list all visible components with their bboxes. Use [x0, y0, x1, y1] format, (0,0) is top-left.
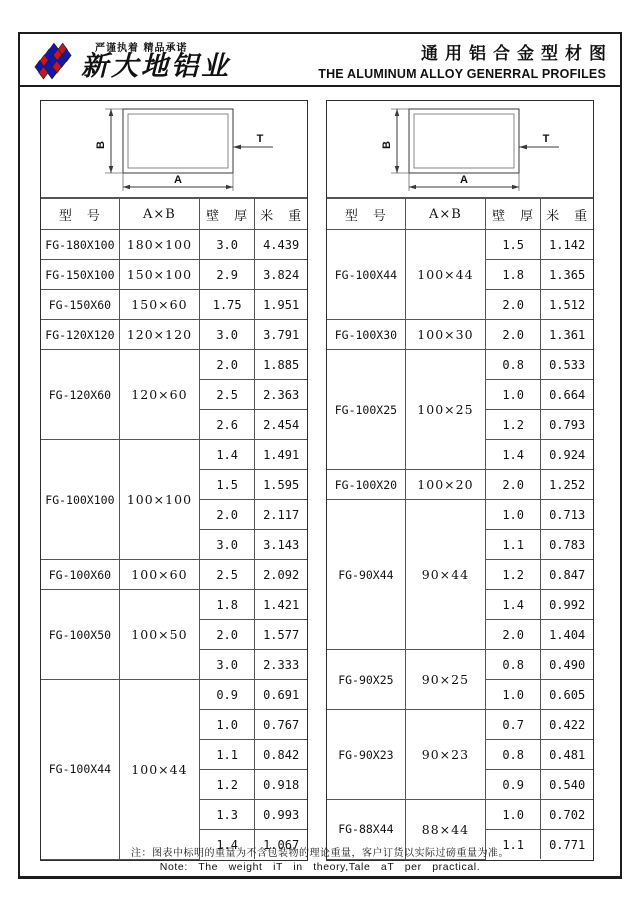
thickness-cell: 0.8 [486, 740, 541, 770]
brand-block [30, 36, 231, 84]
size-cell: 100×25 [405, 350, 485, 470]
table-row [41, 680, 307, 710]
model-cell: FG-100X30 [327, 320, 405, 350]
size-cell: 90×25 [405, 650, 485, 710]
thickness-cell: 2.5 [200, 560, 255, 590]
weight-cell: 0.691 [255, 680, 307, 710]
size-cell: 88×44 [405, 800, 485, 860]
thickness-cell: 1.1 [486, 830, 541, 860]
thickness-cell: 2.0 [200, 500, 255, 530]
column-header: A×B [119, 199, 199, 230]
weight-cell: 0.993 [255, 800, 307, 830]
column-header: 壁 厚 [200, 199, 255, 230]
weight-cell: 0.992 [541, 590, 593, 620]
weight-cell: 1.421 [255, 590, 307, 620]
spec-panel-left [40, 100, 308, 861]
page-title-chinese: 通用铝合金型材图 [421, 43, 613, 64]
thickness-cell: 1.5 [200, 470, 255, 500]
thickness-cell: 2.5 [200, 380, 255, 410]
company-logo-icon [30, 42, 78, 84]
company-name: 新大地铝业 [81, 50, 231, 82]
size-cell: 100×44 [119, 680, 199, 860]
profile-diagram [327, 101, 593, 198]
thickness-cell: 1.8 [486, 260, 541, 290]
column-header: A×B [405, 199, 485, 230]
weight-cell: 0.771 [541, 830, 593, 860]
thickness-cell: 1.4 [486, 590, 541, 620]
weight-cell: 1.885 [255, 350, 307, 380]
size-cell: 90×44 [405, 500, 485, 650]
thickness-cell: 1.2 [200, 770, 255, 800]
thickness-cell: 3.0 [200, 650, 255, 680]
model-cell: FG-90X44 [327, 500, 405, 650]
weight-cell: 2.092 [255, 560, 307, 590]
column-header: 米 重 [541, 199, 593, 230]
table-row [41, 440, 307, 470]
weight-cell: 0.540 [541, 770, 593, 800]
footer-note-english: Note: The weight iT in theory,Tale aT per practical. [159, 861, 481, 873]
weight-cell: 4.439 [255, 230, 307, 260]
thickness-cell: 1.5 [486, 230, 541, 260]
company-slogan: 严谨执着 精品承诺 [95, 42, 188, 54]
weight-cell: 1.252 [541, 470, 593, 500]
thickness-cell: 3.0 [200, 530, 255, 560]
thickness-cell: 2.9 [200, 260, 255, 290]
weight-cell: 2.454 [255, 410, 307, 440]
thickness-cell: 2.0 [200, 350, 255, 380]
weight-cell: 0.713 [541, 500, 593, 530]
table-row [41, 320, 307, 350]
size-cell: 100×30 [405, 320, 485, 350]
size-cell: 100×60 [119, 560, 199, 590]
weight-cell: 1.491 [255, 440, 307, 470]
thickness-cell: 1.75 [200, 290, 255, 320]
thickness-cell: 1.0 [486, 800, 541, 830]
model-cell: FG-100X44 [327, 230, 405, 320]
table-row [41, 560, 307, 590]
weight-cell: 0.924 [541, 440, 593, 470]
table-row [327, 230, 593, 260]
weight-cell: 2.363 [255, 380, 307, 410]
footer-note [20, 844, 620, 873]
weight-cell: 3.824 [255, 260, 307, 290]
column-header: 米 重 [255, 199, 307, 230]
model-cell: FG-120X120 [41, 320, 119, 350]
dimension-label-t: T [542, 133, 550, 145]
thickness-cell: 1.4 [486, 440, 541, 470]
table-header-row [327, 199, 593, 230]
weight-cell: 1.067 [255, 830, 307, 860]
thickness-cell: 2.0 [486, 290, 541, 320]
thickness-cell: 1.2 [486, 410, 541, 440]
weight-cell: 0.664 [541, 380, 593, 410]
weight-cell: 0.783 [541, 530, 593, 560]
weight-cell: 1.365 [541, 260, 593, 290]
size-cell: 180×100 [119, 230, 199, 260]
thickness-cell: 2.0 [486, 620, 541, 650]
spec-table-left [41, 198, 307, 860]
thickness-cell: 2.6 [200, 410, 255, 440]
table-row [41, 260, 307, 290]
model-cell: FG-120X60 [41, 350, 119, 440]
model-cell: FG-90X25 [327, 650, 405, 710]
weight-cell: 0.533 [541, 350, 593, 380]
thickness-cell: 2.0 [486, 470, 541, 500]
weight-cell: 1.577 [255, 620, 307, 650]
table-row [327, 800, 593, 830]
thickness-cell: 1.4 [200, 830, 255, 860]
thickness-cell: 3.0 [200, 230, 255, 260]
weight-cell: 1.404 [541, 620, 593, 650]
table-row [327, 650, 593, 680]
thickness-cell: 1.0 [486, 500, 541, 530]
dimension-label-b: B [95, 141, 107, 149]
model-cell: FG-100X44 [41, 680, 119, 860]
profile-diagram [41, 101, 307, 198]
thickness-cell: 1.0 [486, 680, 541, 710]
table-row [41, 230, 307, 260]
weight-cell: 2.117 [255, 500, 307, 530]
column-header: 壁 厚 [486, 199, 541, 230]
thickness-cell: 0.9 [200, 680, 255, 710]
thickness-cell: 1.2 [486, 560, 541, 590]
weight-cell: 0.918 [255, 770, 307, 800]
weight-cell: 0.422 [541, 710, 593, 740]
model-cell: FG-88X44 [327, 800, 405, 860]
weight-cell: 1.361 [541, 320, 593, 350]
size-cell: 100×20 [405, 470, 485, 500]
thickness-cell: 0.8 [486, 350, 541, 380]
size-cell: 100×100 [119, 440, 199, 560]
weight-cell: 1.142 [541, 230, 593, 260]
weight-cell: 1.595 [255, 470, 307, 500]
dimension-label-a: A [460, 174, 468, 186]
thickness-cell: 1.4 [200, 440, 255, 470]
size-cell: 150×100 [119, 260, 199, 290]
footer-note-chinese: 注：图表中标明的重量为不含包装物的理论重量，客户订货以实际过磅重量为准。 [131, 848, 509, 859]
weight-cell: 0.702 [541, 800, 593, 830]
table-row [41, 590, 307, 620]
spec-table-right [327, 198, 593, 860]
thickness-cell: 0.8 [486, 650, 541, 680]
tube-cross-section-diagram [327, 101, 592, 197]
model-cell: FG-180X100 [41, 230, 119, 260]
thickness-cell: 0.7 [486, 710, 541, 740]
thickness-cell: 1.3 [200, 800, 255, 830]
size-cell: 100×50 [119, 590, 199, 680]
table-header-row [41, 199, 307, 230]
thickness-cell: 1.8 [200, 590, 255, 620]
thickness-cell: 1.1 [486, 530, 541, 560]
dimension-label-b: B [381, 141, 393, 149]
weight-cell: 0.490 [541, 650, 593, 680]
model-cell: FG-90X23 [327, 710, 405, 800]
size-cell: 100×44 [405, 230, 485, 320]
dimension-label-t: T [256, 133, 264, 145]
weight-cell: 0.605 [541, 680, 593, 710]
model-cell: FG-150X100 [41, 260, 119, 290]
page-title-english: THE ALUMINUM ALLOY GENERRAL PROFILES [318, 66, 606, 81]
thickness-cell: 3.0 [200, 320, 255, 350]
weight-cell: 0.847 [541, 560, 593, 590]
model-cell: FG-100X25 [327, 350, 405, 470]
thickness-cell: 2.0 [200, 620, 255, 650]
column-header: 型 号 [327, 199, 405, 230]
thickness-cell: 1.0 [200, 710, 255, 740]
thickness-cell: 1.1 [200, 740, 255, 770]
column-header: 型 号 [41, 199, 119, 230]
table-row [327, 710, 593, 740]
page-border [18, 32, 622, 879]
size-cell: 120×60 [119, 350, 199, 440]
model-cell: FG-100X100 [41, 440, 119, 560]
thickness-cell: 1.0 [486, 380, 541, 410]
table-row [327, 470, 593, 500]
title-block [318, 39, 613, 81]
weight-cell: 3.791 [255, 320, 307, 350]
model-cell: FG-100X50 [41, 590, 119, 680]
model-cell: FG-100X60 [41, 560, 119, 590]
size-cell: 90×23 [405, 710, 485, 800]
model-cell: FG-150X60 [41, 290, 119, 320]
header [20, 34, 620, 87]
spec-panel-right [326, 100, 594, 861]
model-cell: FG-100X20 [327, 470, 405, 500]
thickness-cell: 0.9 [486, 770, 541, 800]
weight-cell: 0.481 [541, 740, 593, 770]
thickness-cell: 2.0 [486, 320, 541, 350]
weight-cell: 1.512 [541, 290, 593, 320]
table-row [327, 500, 593, 530]
size-cell: 150×60 [119, 290, 199, 320]
table-row [41, 350, 307, 380]
table-row [41, 290, 307, 320]
brand-text [81, 36, 231, 81]
dimension-label-a: A [174, 174, 182, 186]
weight-cell: 1.951 [255, 290, 307, 320]
weight-cell: 0.767 [255, 710, 307, 740]
weight-cell: 3.143 [255, 530, 307, 560]
size-cell: 120×120 [119, 320, 199, 350]
weight-cell: 0.842 [255, 740, 307, 770]
weight-cell: 0.793 [541, 410, 593, 440]
weight-cell: 2.333 [255, 650, 307, 680]
table-row [327, 350, 593, 380]
tube-cross-section-diagram [41, 101, 306, 197]
table-row [327, 320, 593, 350]
